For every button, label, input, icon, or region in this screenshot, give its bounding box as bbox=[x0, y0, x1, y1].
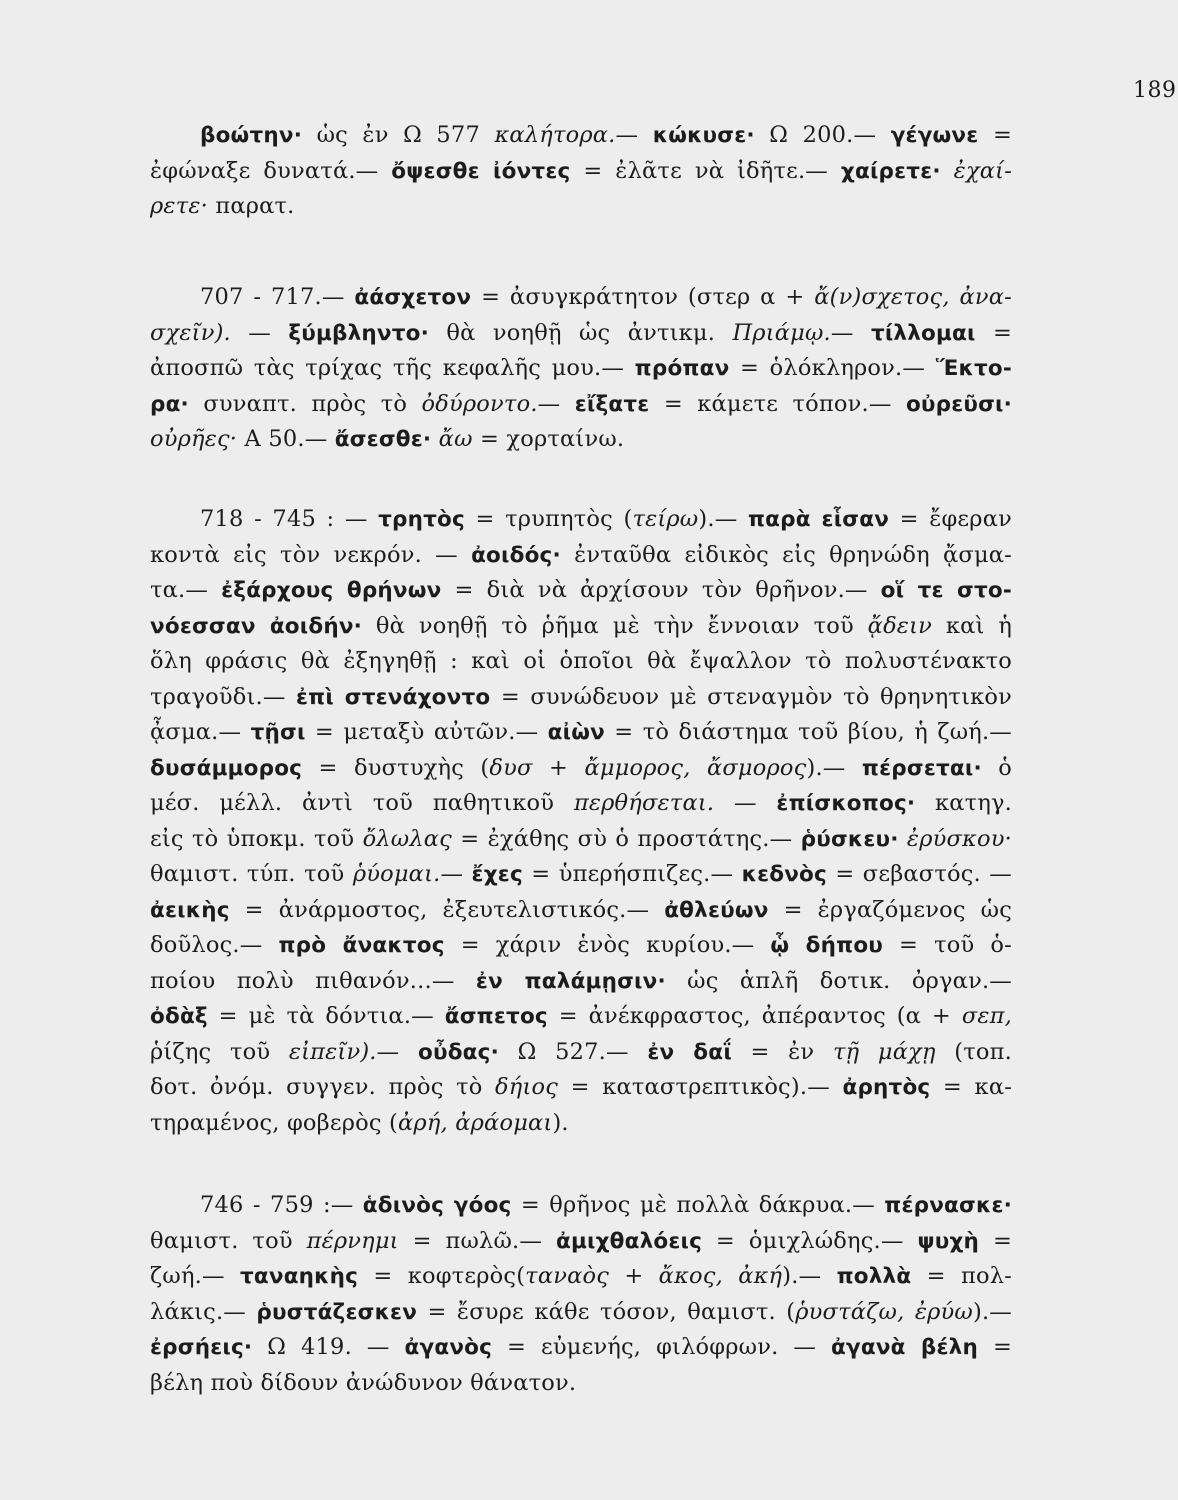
gloss-text: 746 - 759 :— bbox=[200, 1192, 363, 1218]
headword: ρα· bbox=[150, 391, 189, 417]
paragraph-1 bbox=[150, 118, 1012, 225]
gloss-text: ).— bbox=[806, 754, 862, 781]
italic-term: ὀδύροντο. bbox=[421, 390, 538, 417]
italic-term: τῇ μάχῃ bbox=[832, 1038, 936, 1065]
text-line bbox=[150, 387, 1012, 423]
headword: ῥύσκευ· bbox=[800, 826, 899, 852]
headword: ἐν παλάμῃσιν· bbox=[475, 968, 666, 994]
italic-term: ῥυστάζω, ἐρύω bbox=[795, 1298, 973, 1325]
text-line bbox=[150, 999, 1012, 1035]
gloss-text: ἐφώναξε δυνατά.— bbox=[150, 157, 392, 184]
gloss-text: = ὑπερήσπιζες.— bbox=[522, 861, 742, 887]
gloss-text: συναπτ. πρὸς τὸ bbox=[188, 390, 422, 417]
gloss-text: = κάμετε τόπον.— bbox=[649, 390, 906, 417]
gloss-text: — bbox=[376, 1038, 419, 1065]
gloss-text: βέλη ποὺ δίδουν ἀνώδυνον θάνατον. bbox=[150, 1369, 577, 1396]
gloss-text: τραγοῦδι.— bbox=[150, 683, 297, 710]
gloss-text: = διὰ νὰ ἀρχίσουν τὸν θρῆνον.— bbox=[441, 577, 881, 603]
text-line bbox=[150, 857, 1012, 893]
italic-term: ᾄδειν bbox=[867, 612, 932, 639]
gloss-text: δοτ. ὀνόμ. συγγεν. πρὸς τὸ bbox=[150, 1074, 496, 1100]
italic-term: καλήτορα. bbox=[494, 122, 616, 148]
headword: ἐπίσκοπος· bbox=[776, 791, 916, 816]
italic-term: σεπ, bbox=[961, 1003, 1013, 1029]
italic-term: δήιος bbox=[495, 1074, 559, 1100]
gloss-text: ).— bbox=[698, 506, 748, 532]
italic-term: ἄ(ν)σχετος, ἀνα- bbox=[814, 284, 1012, 310]
gloss-text: — bbox=[440, 861, 472, 887]
headword: κώκυσε· bbox=[652, 123, 755, 148]
paragraph-4 bbox=[150, 1188, 1012, 1401]
gloss-text: ζωή.— bbox=[150, 1263, 240, 1289]
gloss-text: = ὁμιχλώδης.— bbox=[702, 1227, 918, 1254]
headword: ἔχες bbox=[471, 862, 523, 887]
gloss-text: = ἔφεραν bbox=[889, 506, 1012, 532]
gloss-text: (τοπ. bbox=[935, 1038, 1012, 1065]
italic-term: τείρω bbox=[632, 506, 699, 532]
gloss-text: ῥίζης τοῦ bbox=[150, 1038, 289, 1065]
text-line bbox=[150, 422, 1012, 458]
text-line bbox=[150, 154, 1012, 190]
headword: ἀεικὴς bbox=[150, 897, 230, 923]
gloss-text: = ἀνάρμοστος, ἐξευτελιστικός.— bbox=[229, 896, 665, 923]
gloss-text: — bbox=[537, 390, 575, 417]
gloss-text: = καταστρεπτικὸς).— bbox=[558, 1074, 843, 1100]
headword: εἴξατε bbox=[574, 391, 650, 417]
italic-term: ῥύομαι. bbox=[352, 861, 441, 887]
headword: χαίρετε· bbox=[840, 158, 941, 184]
gloss-text: = θρῆνος μὲ πολλὰ δάκρυα.— bbox=[511, 1192, 885, 1218]
headword: ξύμβληντο· bbox=[288, 320, 430, 346]
italic-term: ἄω bbox=[438, 426, 473, 452]
headword: ἁδινὸς γόος bbox=[362, 1193, 512, 1218]
gloss-text: = πολ- bbox=[911, 1263, 1012, 1289]
text-line bbox=[150, 1366, 1012, 1402]
headword: ἀάσχετον bbox=[354, 285, 472, 310]
gloss-text: = bbox=[975, 319, 1013, 346]
headword: οἵ τε στο- bbox=[880, 578, 1013, 603]
gloss-text: 707 - 717.— bbox=[200, 284, 355, 310]
text-line bbox=[150, 928, 1012, 964]
headword: ταναηκὴς bbox=[239, 1264, 359, 1289]
gloss-text: = χορταίνω. bbox=[472, 426, 625, 452]
gloss-text: = ἐχάθης σὺ ὁ προστάτης.— bbox=[451, 825, 801, 852]
gloss-text: = ἐργαζόμενος ὡς bbox=[768, 896, 1012, 923]
gloss-text: = ἀνέκφραστος, ἀπέραντος (α + bbox=[547, 1003, 962, 1029]
gloss-text: κοντὰ εἰς τὸν νεκρόν. — bbox=[150, 541, 472, 568]
italic-term: ἐχαί- bbox=[953, 157, 1012, 184]
text-line bbox=[150, 964, 1012, 1000]
headword: ὀδὰξ bbox=[150, 1004, 208, 1029]
text-line bbox=[150, 1035, 1012, 1071]
gloss-text: = μὲ τὰ δόντια.— bbox=[207, 1003, 445, 1029]
gloss-text: = τὸ διάστημα τοῦ βίου, ἡ ζωή.— bbox=[604, 719, 1012, 745]
text-line bbox=[150, 189, 1012, 225]
headword: τρητὸς bbox=[378, 507, 465, 532]
gloss-text: = συνώδευον μὲ στεναγμὸν τὸ θρηνητικὸν bbox=[490, 683, 1012, 710]
page-number: 189 bbox=[1133, 78, 1177, 103]
gloss-text: Α 50.— bbox=[237, 426, 335, 452]
headword: ἐρσήεις· bbox=[150, 1335, 253, 1360]
gloss-text: θὰ νοηθῇ τὸ ῥῆμα μὲ τὴν ἔννοιαν τοῦ bbox=[362, 612, 868, 639]
headword: γέγωνε bbox=[890, 123, 979, 148]
gloss-text: ποίου πολὺ πιθανόν...— bbox=[150, 967, 476, 994]
gloss-text: ).— bbox=[972, 1298, 1012, 1325]
headword: τίλλομαι bbox=[870, 320, 976, 346]
text-line bbox=[150, 280, 1012, 316]
italic-term: Πριάμῳ. bbox=[732, 319, 831, 346]
gloss-text: ἀποσπῶ τὰς τρίχας τῆς κεφαλῆς μου.— bbox=[150, 355, 635, 381]
headword: πέρσεται· bbox=[861, 755, 982, 781]
headword: πρὸ ἄνακτος bbox=[278, 933, 445, 958]
headword: ἀθλεύων bbox=[664, 897, 769, 923]
gloss-text: μέσ. μέλλ. ἀντὶ τοῦ παθητικοῦ bbox=[150, 790, 574, 816]
gloss-text: ὡς ἁπλῆ δοτικ. ὀργαν.— bbox=[665, 967, 1013, 994]
text-line bbox=[150, 1224, 1012, 1260]
headword: ἀγανὰ βέλη bbox=[831, 1335, 978, 1360]
gloss-text: = κα- bbox=[930, 1074, 1013, 1100]
gloss-text: ).— bbox=[782, 1263, 837, 1289]
gloss-text: = bbox=[978, 122, 1012, 148]
gloss-text: = κοφτερὸς( bbox=[358, 1263, 526, 1289]
text-line bbox=[150, 609, 1012, 645]
gloss-text: — bbox=[615, 122, 653, 148]
gloss-text bbox=[431, 426, 438, 452]
headword: ἀρητὸς bbox=[842, 1075, 931, 1100]
gloss-text: — bbox=[714, 790, 777, 816]
headword: δυσάμμορος bbox=[150, 755, 303, 781]
text-line bbox=[150, 644, 1012, 680]
italic-term: ὄλωλας bbox=[362, 825, 452, 852]
headword: ἀοιδός· bbox=[471, 542, 561, 568]
headword: πέρνασκε· bbox=[884, 1193, 1012, 1218]
headword: πολλὰ bbox=[836, 1264, 912, 1289]
text-line bbox=[150, 502, 1012, 538]
gloss-text: = ὁλόκληρον.— bbox=[729, 355, 936, 381]
gloss-text: = μεταξὺ αὐτῶν.— bbox=[305, 719, 548, 745]
gloss-text: ὡς ἐν Ω 577 bbox=[302, 122, 495, 148]
gloss-text: τηραμένος, φοβερὸς ( bbox=[150, 1109, 399, 1136]
gloss-text: Ω 527.— bbox=[498, 1038, 648, 1065]
gloss-text: Ω 200.— bbox=[754, 122, 891, 148]
headword: αἰὼν bbox=[547, 720, 605, 745]
headword: τῇσι bbox=[250, 720, 306, 745]
headword: ψυχὴ bbox=[917, 1228, 980, 1254]
text-line bbox=[150, 893, 1012, 929]
gloss-text bbox=[941, 158, 954, 184]
gloss-text: = ἔσυρε κάθε τόσον, θαμιστ. ( bbox=[417, 1298, 796, 1325]
headword: ἐπὶ στενάχοντο bbox=[296, 684, 491, 710]
gloss-text: θὰ νοηθῇ ὡς ἀντικμ. bbox=[429, 319, 733, 346]
text-line bbox=[150, 316, 1012, 352]
gloss-text: = ἐλᾶτε νὰ ἰδῆτε.— bbox=[570, 157, 841, 184]
italic-term: οὐρῆες· bbox=[150, 426, 238, 452]
headword: ᾧ δήπου bbox=[770, 933, 884, 958]
text-line bbox=[150, 1295, 1012, 1331]
headword: παρὰ εἷσαν bbox=[747, 507, 890, 532]
headword: ὄψεσθε ἰόντες bbox=[391, 158, 571, 184]
gloss-text: = πωλῶ.— bbox=[398, 1227, 556, 1254]
gloss-text: = δυστυχὴς ( bbox=[302, 754, 490, 781]
gloss-text: ). bbox=[552, 1109, 569, 1136]
text-line bbox=[150, 538, 1012, 574]
gloss-text: = σεβαστός. — bbox=[826, 861, 1012, 887]
headword: οὖδας· bbox=[418, 1039, 499, 1065]
italic-term: ρετε· bbox=[150, 193, 208, 219]
headword: ἄσεσθε· bbox=[334, 427, 432, 452]
headword: Ἕκτο- bbox=[935, 356, 1013, 381]
text-line bbox=[150, 680, 1012, 716]
text-line bbox=[150, 1188, 1012, 1224]
text-line bbox=[150, 751, 1012, 787]
gloss-text bbox=[899, 826, 907, 852]
gloss-text: δοῦλος.— bbox=[150, 932, 279, 958]
headword: ῥυστάζεσκεν bbox=[256, 1299, 418, 1325]
text-line bbox=[150, 351, 1012, 387]
gloss-text: 718 - 745 : — bbox=[200, 506, 379, 532]
italic-term: ἀρή, ἀράομαι bbox=[398, 1109, 553, 1136]
text-line bbox=[150, 1330, 1012, 1366]
paragraph-3 bbox=[150, 502, 1012, 1141]
headword: ἀμιχθαλόεις bbox=[556, 1228, 703, 1254]
italic-term: εἰπεῖν). bbox=[288, 1038, 377, 1065]
text-line bbox=[150, 715, 1012, 751]
gloss-text: ὅλη φράσις θὰ ἐξηγηθῇ : καὶ οἱ ὁποῖοι θὰ ἔψαλλον τὸ πολυστένακτο bbox=[150, 648, 1012, 674]
gloss-text: = εὐμενής, φιλόφρων. — bbox=[492, 1334, 832, 1360]
italic-term: πέρνημι bbox=[306, 1227, 399, 1254]
gloss-text: = ἐν bbox=[731, 1038, 833, 1065]
headword: ἐν δαΐ bbox=[647, 1039, 732, 1065]
gloss-text: — bbox=[230, 319, 289, 346]
italic-term: ἐρύσκου· bbox=[906, 825, 1012, 852]
text-line bbox=[150, 573, 1012, 609]
gloss-text: θαμιστ. τοῦ bbox=[150, 1227, 307, 1254]
gloss-text: = τοῦ ὁ- bbox=[883, 932, 1012, 958]
gloss-text: καὶ ἡ bbox=[932, 612, 1012, 639]
gloss-text: θαμιστ. τύπ. τοῦ bbox=[150, 861, 353, 887]
gloss-text: = bbox=[978, 1334, 1012, 1360]
gloss-text: = bbox=[979, 1227, 1013, 1254]
text-line bbox=[150, 822, 1012, 858]
gloss-text: — bbox=[830, 319, 871, 346]
gloss-text: ὁ bbox=[981, 754, 1012, 781]
gloss-text: = χάριν ἑνὸς κυρίου.— bbox=[444, 932, 771, 958]
text-line bbox=[150, 1106, 1012, 1142]
gloss-text: λάκις.— bbox=[150, 1298, 257, 1325]
paragraph-2 bbox=[150, 280, 1012, 458]
gloss-text: ᾆσμα.— bbox=[150, 719, 251, 745]
gloss-text: Ω 419. — bbox=[252, 1334, 405, 1360]
headword: πρόπαν bbox=[634, 356, 730, 381]
text-line bbox=[150, 786, 1012, 822]
italic-term: σχεῖν). bbox=[150, 319, 231, 346]
headword: οὐρεῦσι· bbox=[905, 391, 1012, 417]
gloss-text: κατηγ. bbox=[915, 790, 1012, 816]
gloss-text: τα.— bbox=[150, 577, 222, 603]
headword: ἐξάρχους θρήνων bbox=[221, 578, 442, 603]
headword: ἄσπετος bbox=[444, 1004, 548, 1029]
text-line bbox=[150, 118, 1012, 154]
italic-term: ταναὸς + ἄκος, ἀκή bbox=[525, 1263, 783, 1289]
headword: νόεσσαν ἀοιδήν· bbox=[150, 613, 363, 639]
headword: κεδνὸς bbox=[741, 862, 827, 887]
text-line bbox=[150, 1070, 1012, 1106]
gloss-text: ἐνταῦθα εἰδικὸς εἰς θρηνώδη ᾄσμα- bbox=[560, 541, 1012, 568]
gloss-text: εἰς τὸ ὑποκμ. τοῦ bbox=[150, 825, 363, 852]
italic-term: δυσ + ἄμμορος, ἄσμορος bbox=[489, 754, 807, 781]
gloss-text: παρατ. bbox=[207, 193, 295, 219]
italic-term: περθήσεται. bbox=[573, 790, 715, 816]
headword: βοώτην· bbox=[200, 123, 303, 148]
text-line bbox=[150, 1259, 1012, 1295]
gloss-text: = τρυπητὸς ( bbox=[464, 506, 633, 532]
gloss-text: = ἀσυγκράτητον (στερ α + bbox=[471, 284, 815, 310]
headword: ἀγανὸς bbox=[404, 1335, 493, 1360]
